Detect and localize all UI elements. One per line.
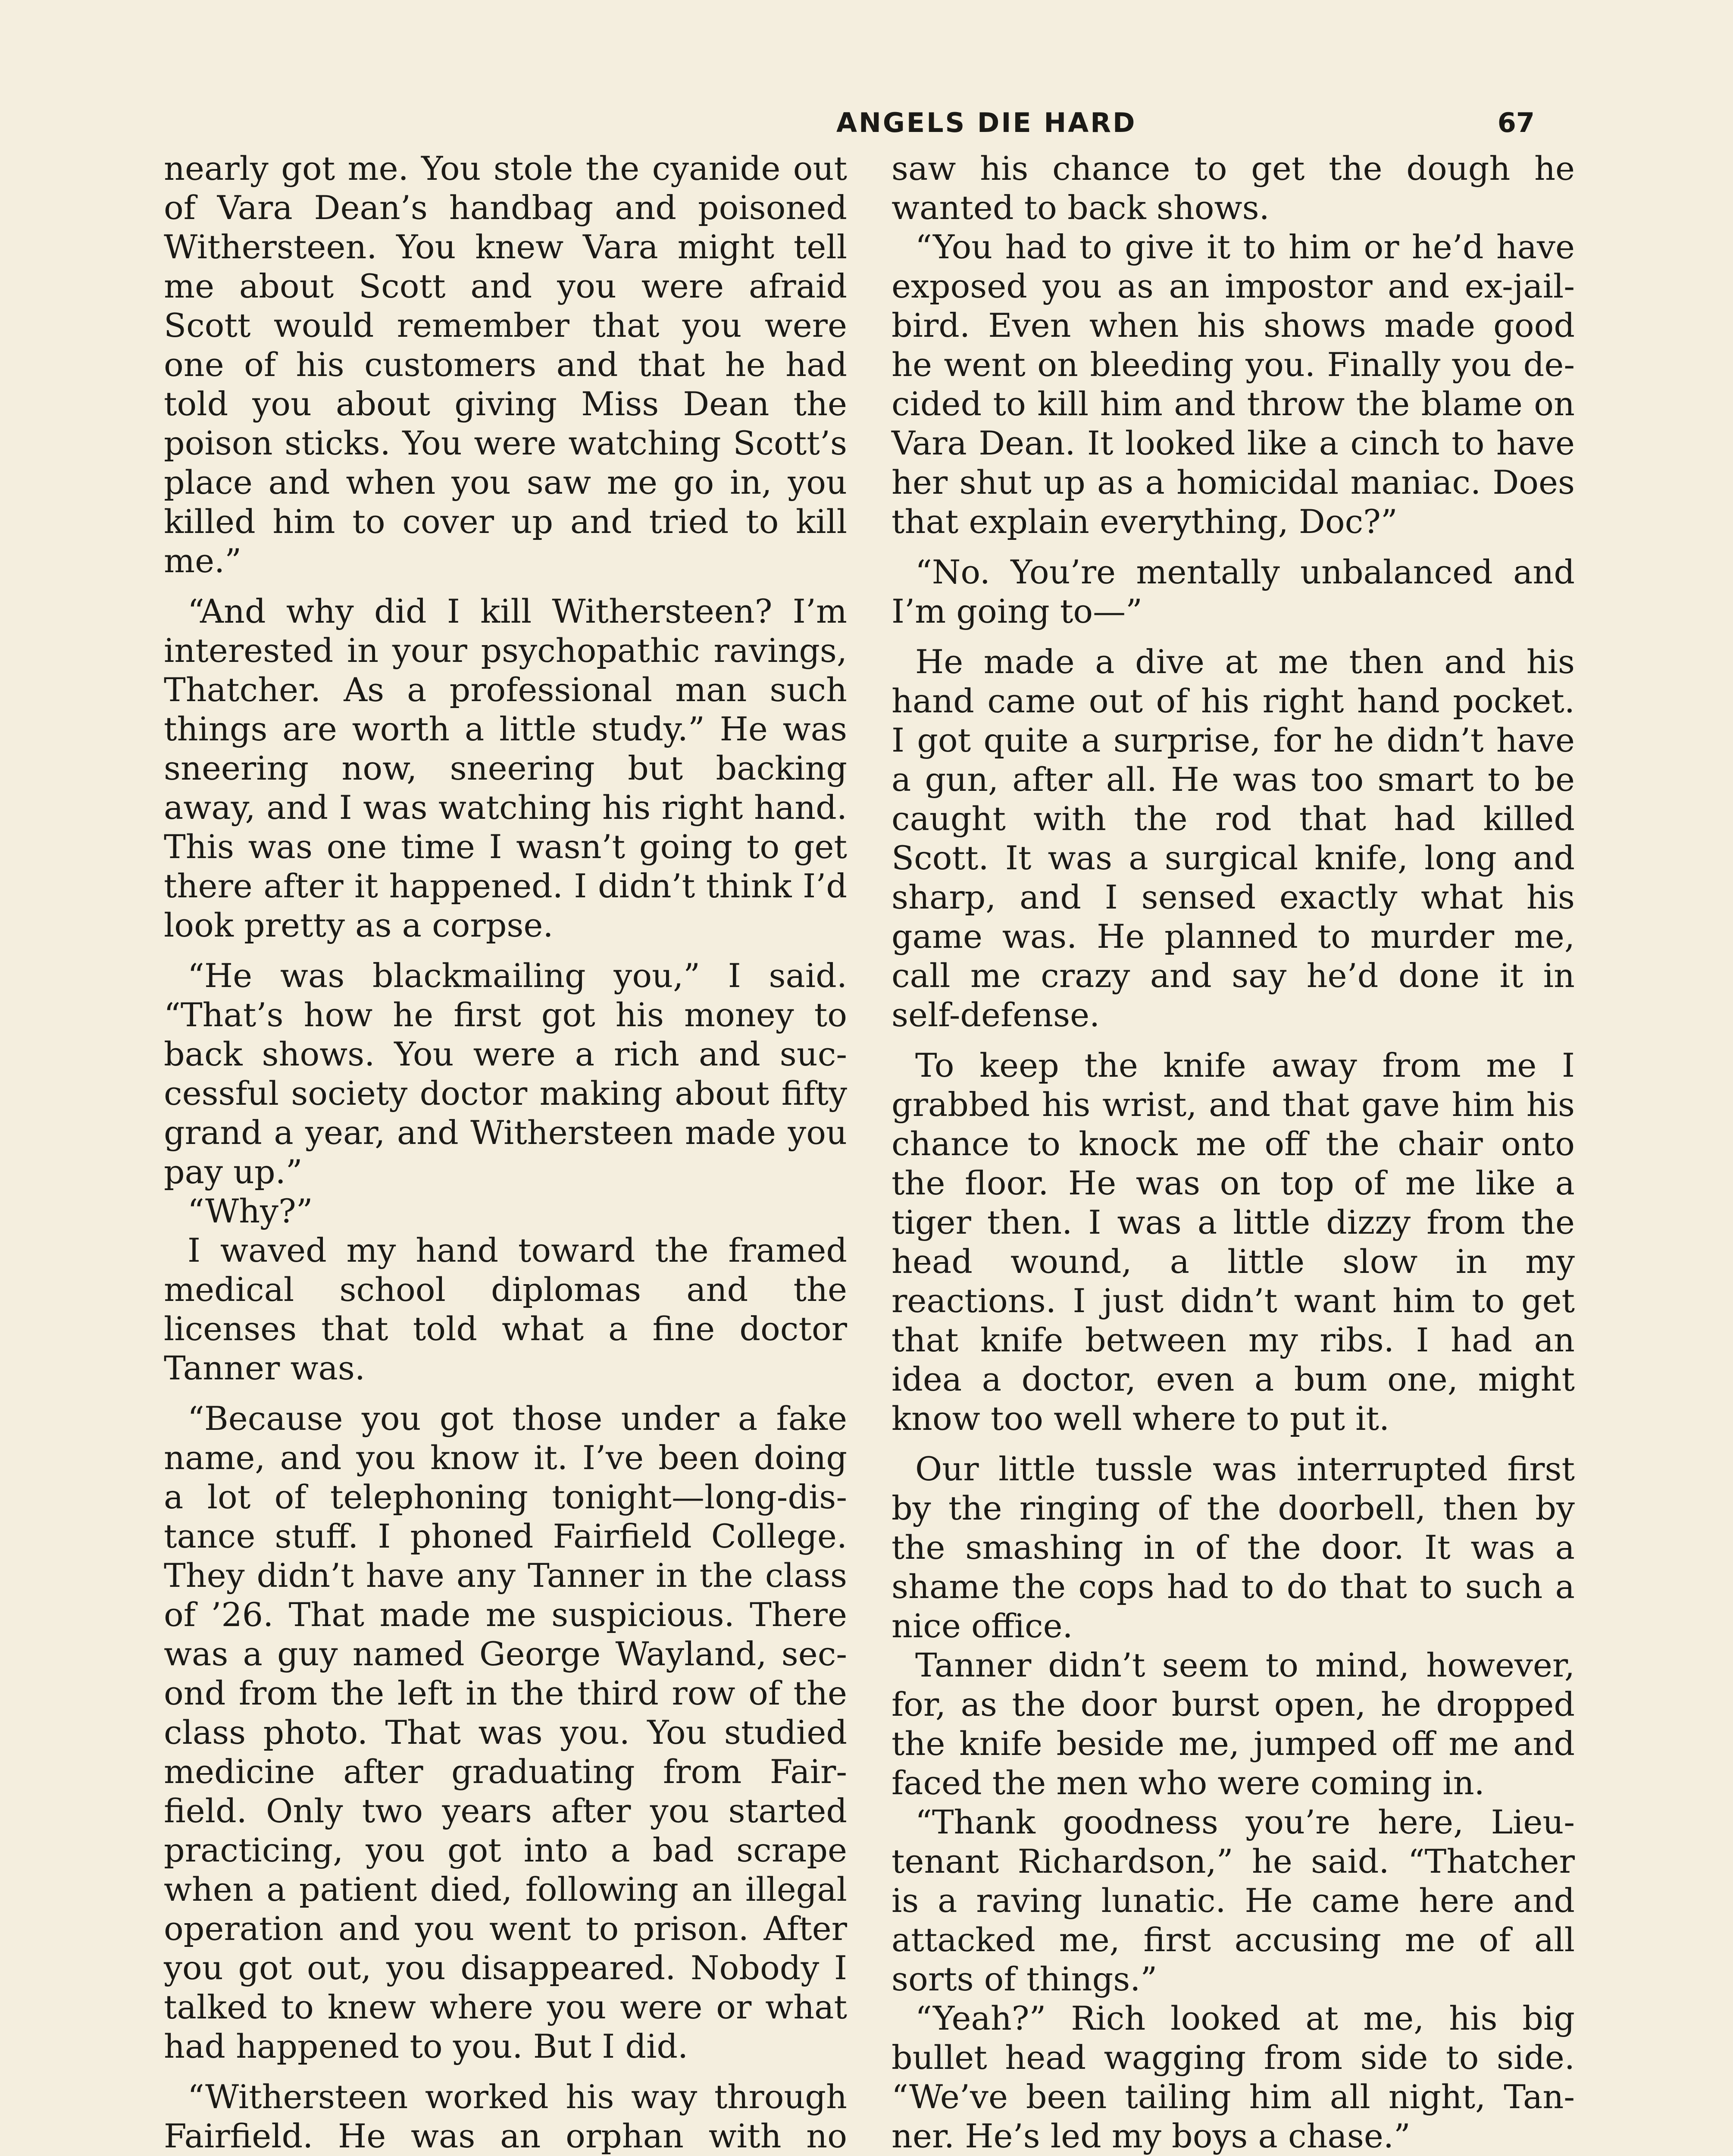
paragraph: “No. You’re mentally unbalanced and I’m going to—” — [892, 553, 1575, 630]
paragraph: saw his chance to get the dough he wanted to back shows. — [892, 149, 1575, 227]
page-header — [431, 107, 1535, 150]
paragraph: “Why?” — [188, 1192, 313, 1230]
left-column — [164, 149, 847, 2156]
paragraph: “Thank goodness you’re here, Lieutenant Richardson,” he said. “Thatcher is a raving lunatic. He came here and attacked me, first accusing me of all sorts of things.” — [892, 1803, 1575, 1998]
right-column — [892, 149, 1575, 2156]
paragraph: “Yeah?” Rich looked at me, his big bullet head wagging from side to side. “We’ve been tailing him all night, Tanner. He’s led my boys a chase.” — [892, 1999, 1575, 2155]
paragraph: I waved my hand toward the framed medical school diplomas and the licenses that told what a fine doctor Tanner was. — [164, 1231, 847, 1387]
paragraph: Our little tussle was interrupted first by the ringing of the doorbell, then by the smashing in of the door. It was a shame the cops had to do that to such a nice office. — [892, 1450, 1575, 1645]
paragraph: He made a dive at me then and his hand came out of his right hand pocket. I got quite a surprise, for he didn’t have a gun, after all. He was too smart to be caught with the rod that had killed Scott. It was a surgical knife, long and sharp, and I sensed exactly what his game was. He planned to murder me, call me crazy and say he’d done it in self-defense. — [892, 642, 1575, 1034]
paragraph: nearly got me. You stole the cyanide out of Vara Dean’s handbag and poisoned Withersteen. You knew Vara might tell me about Scott and you were afraid Scott would remember that you were one of his customers and that he had told you about giving Miss Dean the poison sticks. You were watching Scott’s place and when you saw me go in, you killed him to cover up and tried to kill me.” — [164, 149, 847, 580]
paragraph: “You had to give it to him or he’d have exposed you as an impostor and ex-jailbird. Even when his shows made good he went on bleeding you. Finally you decided to kill him and throw the blame on Vara Dean. It looked like a cinch to have her shut up as a homicidal maniac. Does that explain everything, Doc?” — [892, 228, 1575, 541]
paragraph: “Because you got those under a fake name, and you know it. I’ve been doing a lot of telephoning tonight—long-distance stuff. I phoned Fairfield College. They didn’t have any Tanner in the class of ’26. That made me suspicious. There was a guy named George Wayland, second from the left in the third row of the class photo. That was you. You studied medicine after graduating from Fairfield. Only two years after you started practicing, you got into a bad scrape when a patient died, following an illegal operation and you went to prison. After you got out, you disappeared. Nobody I talked to knew where you were or what had happened to you. But I did. — [164, 1399, 847, 2065]
running-title: ANGELS DIE HARD — [836, 107, 1137, 138]
paragraph: “Withersteen worked his way through Fairfield. He was an orphan with no — [164, 2078, 847, 2155]
paragraph: “He was blackmailing you,” I said. “That’s how he first got his money to back shows. You were a rich and successful society doctor making about fifty grand a year, and Withersteen made you pay up.” — [164, 956, 847, 1191]
page-number: 67 — [1497, 107, 1535, 138]
paragraph: Tanner didn’t seem to mind, however, for, as the door burst open, he dropped the knife beside me, jumped off me and faced the men who were coming in. — [892, 1646, 1575, 1802]
paragraph: “And why did I kill Withersteen? I’m interested in your psychopathic ravings, Thatcher. As a professional man such things are worth a little study.” He was sneering now, sneering but backing away, and I was watching his right hand. This was one time I wasn’t going to get there after it happened. I didn’t think I’d look pretty as a corpse. — [164, 592, 847, 944]
paragraph: To keep the knife away from me I grabbed his wrist, and that gave him his chance to knock me off the chair onto the floor. He was on top of me like a tiger then. I was a little dizzy from the head wound, a little slow in my reactions. I just didn’t want him to get that knife between my ribs. I had an idea a doctor, even a bum one, might know too well where to put it. — [892, 1046, 1575, 1438]
